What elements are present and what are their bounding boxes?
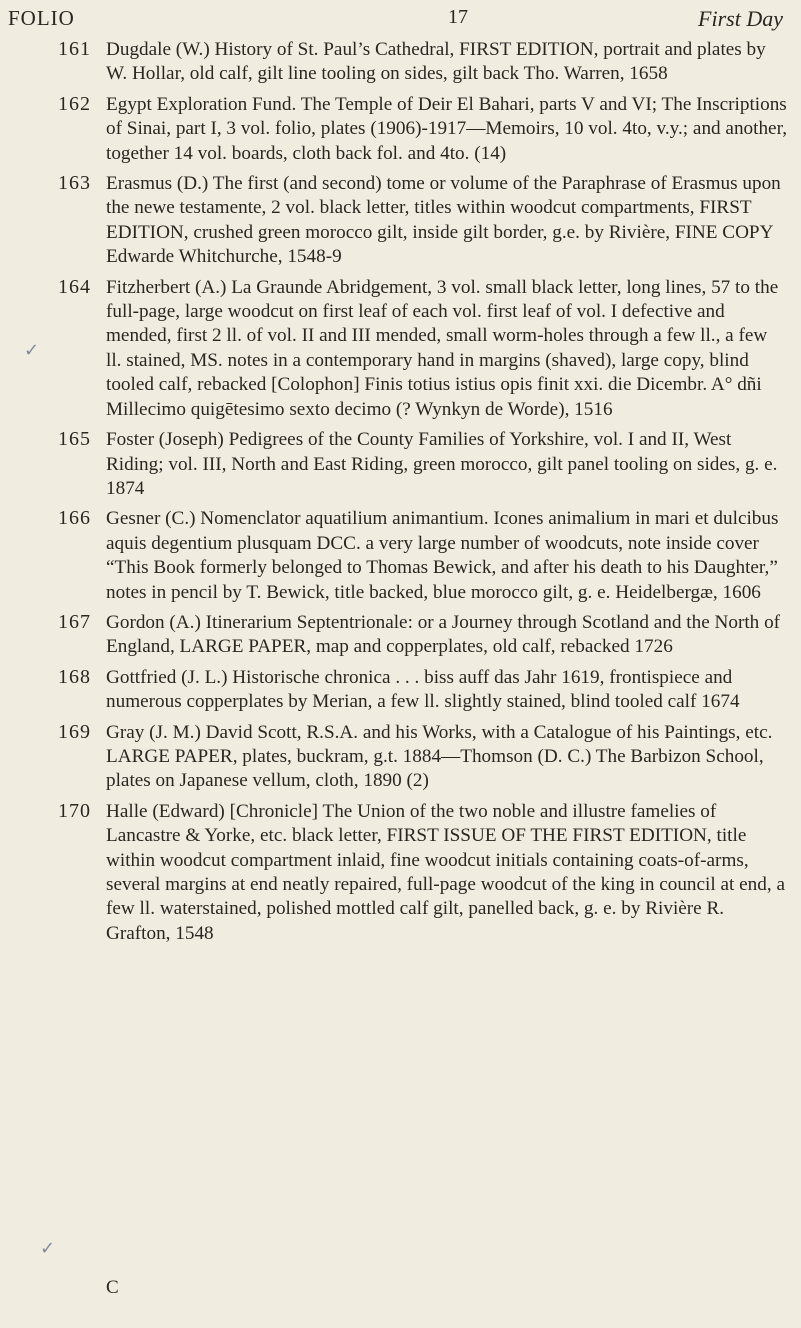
- lot-entry: [0, 38, 801, 87]
- lot-description: Gordon (A.) Itinerarium Septentrionale: or a Journey through Scotland and the North of England, LARGE PAPER, map and copperplates, old calf, rebacked 1726: [106, 611, 781, 658]
- lot-description: Egypt Exploration Fund. The Temple of Deir El Bahari, parts V and VI; The Inscriptions of Sinai, part I, 3 vol. folio, plates (1906)-1917—Memoirs, 10 vol. 4to, v.y.; and another, together 14 vol. boards, cloth back fol. and 4to. (14): [106, 93, 787, 164]
- lot-number: 166: [58, 507, 91, 530]
- lot-number: 164: [58, 275, 91, 298]
- lot-number: 161: [58, 38, 91, 60]
- lot-entry: [0, 93, 801, 166]
- lot-entry: [0, 172, 801, 270]
- lot-description: Gray (J. M.) David Scott, R.S.A. and his Works, with a Catalogue of his Paintings, etc. LARGE PAPER, plates, buckram, g.t. 1884—Thomson (D. C.) The Barbizon School, plates on Japanese vellum, cloth, 1890 (2): [106, 721, 773, 792]
- header-sale-day: First Day: [698, 6, 783, 31]
- page-number: 17: [448, 6, 468, 28]
- lot-description: Foster (Joseph) Pedigrees of the County Families of Yorkshire, vol. I and II, West Riding; vol. III, North and East Riding, green morocco, gilt panel tooling on sides, g. e. 1874: [106, 429, 778, 499]
- lot-number: 170: [58, 799, 91, 822]
- lot-entry: [0, 611, 801, 660]
- header-folio: FOLIO: [8, 6, 75, 30]
- lot-number: 167: [58, 610, 91, 633]
- lot-number: 163: [58, 172, 91, 195]
- pencil-mark-check: ✓: [24, 340, 40, 361]
- page-header: [8, 6, 783, 40]
- pencil-mark-check: ✓: [40, 1238, 56, 1259]
- lot-description: Erasmus (D.) The first (and second) tome or volume of the Paraphrase of Erasmus upon the newe testamente, 2 vol. black letter, titles within woodcut compartments, FIRST EDITION, crushed green morocco gilt, inside gilt border, g.e. by Rivière, FINE COPY Edwarde Whitchurche, 1548-9: [106, 173, 781, 268]
- lot-description: Halle (Edward) [Chronicle] The Union of the two noble and illustre famelies of Lancastre & Yorke, etc. black letter, FIRST ISSUE OF THE FIRST EDITION, title within woodcut compartment inlaid, fine woodcut initials containing coats-of-arms, several margins at end neatly repaired, full-page woodcut of the king in council at end, a few ll. waterstained, polished mottled calf gilt, panelled back, g. e. by Rivière R. Grafton, 1548: [106, 800, 785, 944]
- lot-description: Dugdale (W.) History of St. Paul’s Cathedral, FIRST EDITION, portrait and plates by W. Hollar, old calf, gilt line tooling on sides, gilt back Tho. Warren, 1658: [106, 39, 766, 85]
- signature-mark: C: [106, 1277, 119, 1298]
- lot-entry: [0, 276, 801, 422]
- lot-number: 168: [58, 665, 91, 688]
- lot-entry: [0, 428, 801, 501]
- lot-description: Gottfried (J. L.) Historische chronica . . . biss auff das Jahr 1619, frontispiece and numerous copperplates by Merian, a few ll. slightly stained, blind tooled calf 1674: [106, 666, 740, 713]
- lot-entry: [0, 666, 801, 715]
- lot-entry: [0, 721, 801, 794]
- lot-number: 165: [58, 428, 91, 451]
- lot-entry: [0, 507, 801, 605]
- lot-entry: [0, 800, 801, 946]
- lot-number: 169: [58, 720, 91, 743]
- lot-list: [0, 38, 801, 952]
- lot-description: Gesner (C.) Nomenclator aquatilium animantium. Icones animalium in mari et dulcibus aquis degentium plusquam DCC. a very large number of woodcuts, note inside cover “This Book formerly belonged to Thomas Bewick, and after his death to his Daughter,” notes in pencil by T. Bewick, title backed, blue morocco gilt, g. e. Heidelbergæ, 1606: [106, 508, 779, 603]
- lot-number: 162: [58, 92, 91, 115]
- lot-description: Fitzherbert (A.) La Graunde Abridgement, 3 vol. small black letter, long lines, 57 to the full-page, large woodcut on first leaf of each vol. first leaf of vol. I defective and mended, first 2 ll. of vol. II and III mended, small worm-holes through a few ll., a few ll. stained, MS. notes in a contemporary hand in margins (shaved), large copy, blind tooled calf, rebacked [Colophon] Finis totius istius opis finit xxi. die Dicembr. A° dñi Millecimo quigētesimo sexto decimo (? Wynkyn de Worde), 1516: [106, 276, 779, 420]
